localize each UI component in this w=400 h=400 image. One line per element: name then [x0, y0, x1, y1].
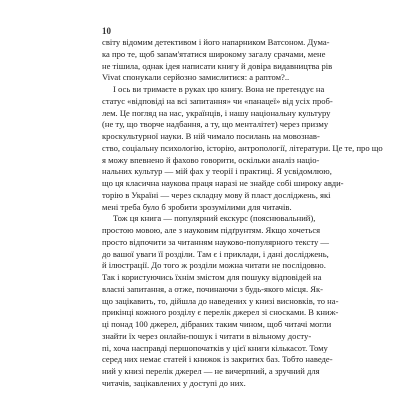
text-line: Vivat спонукали серйозно замислитися: а раптом?.. [102, 72, 290, 83]
text-line: серед них немає статей і книжок із закритих баз. Тобто наведе- [102, 354, 333, 365]
page-number: 10 [102, 26, 111, 36]
text-line: Тож ця книга — популярний екскурс (пояснювальний), [113, 213, 316, 224]
text-line: Так і користуючись їхнім змістом для пошуку відповідей на [102, 272, 322, 282]
text-line: ство, соціальну психологію, історію, антропології, літератури. Це те, про що [102, 142, 383, 153]
text-line: що ця класична наукова праця наразі не знайде собі широку авди- [102, 178, 344, 188]
text-line: лем. Це погляд на нас, українців, і нашу національну культуру [102, 107, 331, 118]
text-line: пі, хоча насправді першопочатків у цієї книги кількасот. Тому [102, 342, 328, 353]
text-line: не тішила, однак ідея написати книгу й довіра видавництва рів [102, 60, 333, 71]
text-line: я можу впевнено й фахово говорити, оскільки аналіз націо- [102, 154, 320, 165]
text-line: власні запитання, а отже, починаючи з будь-якого місця. Як- [102, 283, 324, 294]
text-line: нальних культур — мій фах у теорії і практиці. Я усвідомлюю, [102, 166, 332, 177]
text-line: світу відомим детективом і його напарником Ватсоном. Дума- [102, 37, 330, 47]
page-body-text [102, 37, 383, 390]
text-line: (не ту, що творче надбання, а ту, що менталітет) через призму [102, 119, 329, 130]
text-line: ці понад 100 джерел, дібраних таким чином, щоб читачі могли [102, 319, 332, 329]
text-line: знайти їх через онлайн-пошук і читати в вільному досту- [102, 330, 312, 341]
text-line: простою мовою, але з науковим підґрунтям. Якщо хочеться [102, 225, 321, 235]
text-line: й ілюстрації. До того ж розділи можна читати не послідовно. [102, 260, 326, 271]
text-line: кроскультурної науки. В ній чимало посилань на мовознав- [102, 131, 320, 141]
text-line: ка про те, щоб запам'ятатися широкому загалу срачами, мене [102, 48, 326, 59]
text-line: ний у книзі перелік джерел — не вичерпний, а зручний для [102, 366, 320, 376]
text-line: мені треба було б зробити зрозумілими для читачів. [102, 201, 292, 212]
text-line: І ось ви тримаєте в руках цю книгу. Вона не претендує на [113, 84, 325, 94]
text-line: торію в Україні — через складну мову й пласт досліджень, які [102, 189, 331, 200]
text-line: що зацікавить, то, дійшла до наведених у книзі висновків, то на- [102, 295, 339, 306]
text-line: до вашої уваги її розділи. Там є і приклади, і дані досліджень, [102, 248, 329, 259]
text-line: статус «відповіді на всі запитання» чи «панацеї» від усіх проб- [102, 95, 333, 106]
text-line: прикінці кожного розділу є перелік джерел зі сносками. В книж- [102, 307, 339, 318]
text-line: читачів, зацікавлених у доступі до них. [102, 377, 246, 388]
text-line: просто відпочити за читанням науково-популярного тексту — [102, 236, 330, 247]
